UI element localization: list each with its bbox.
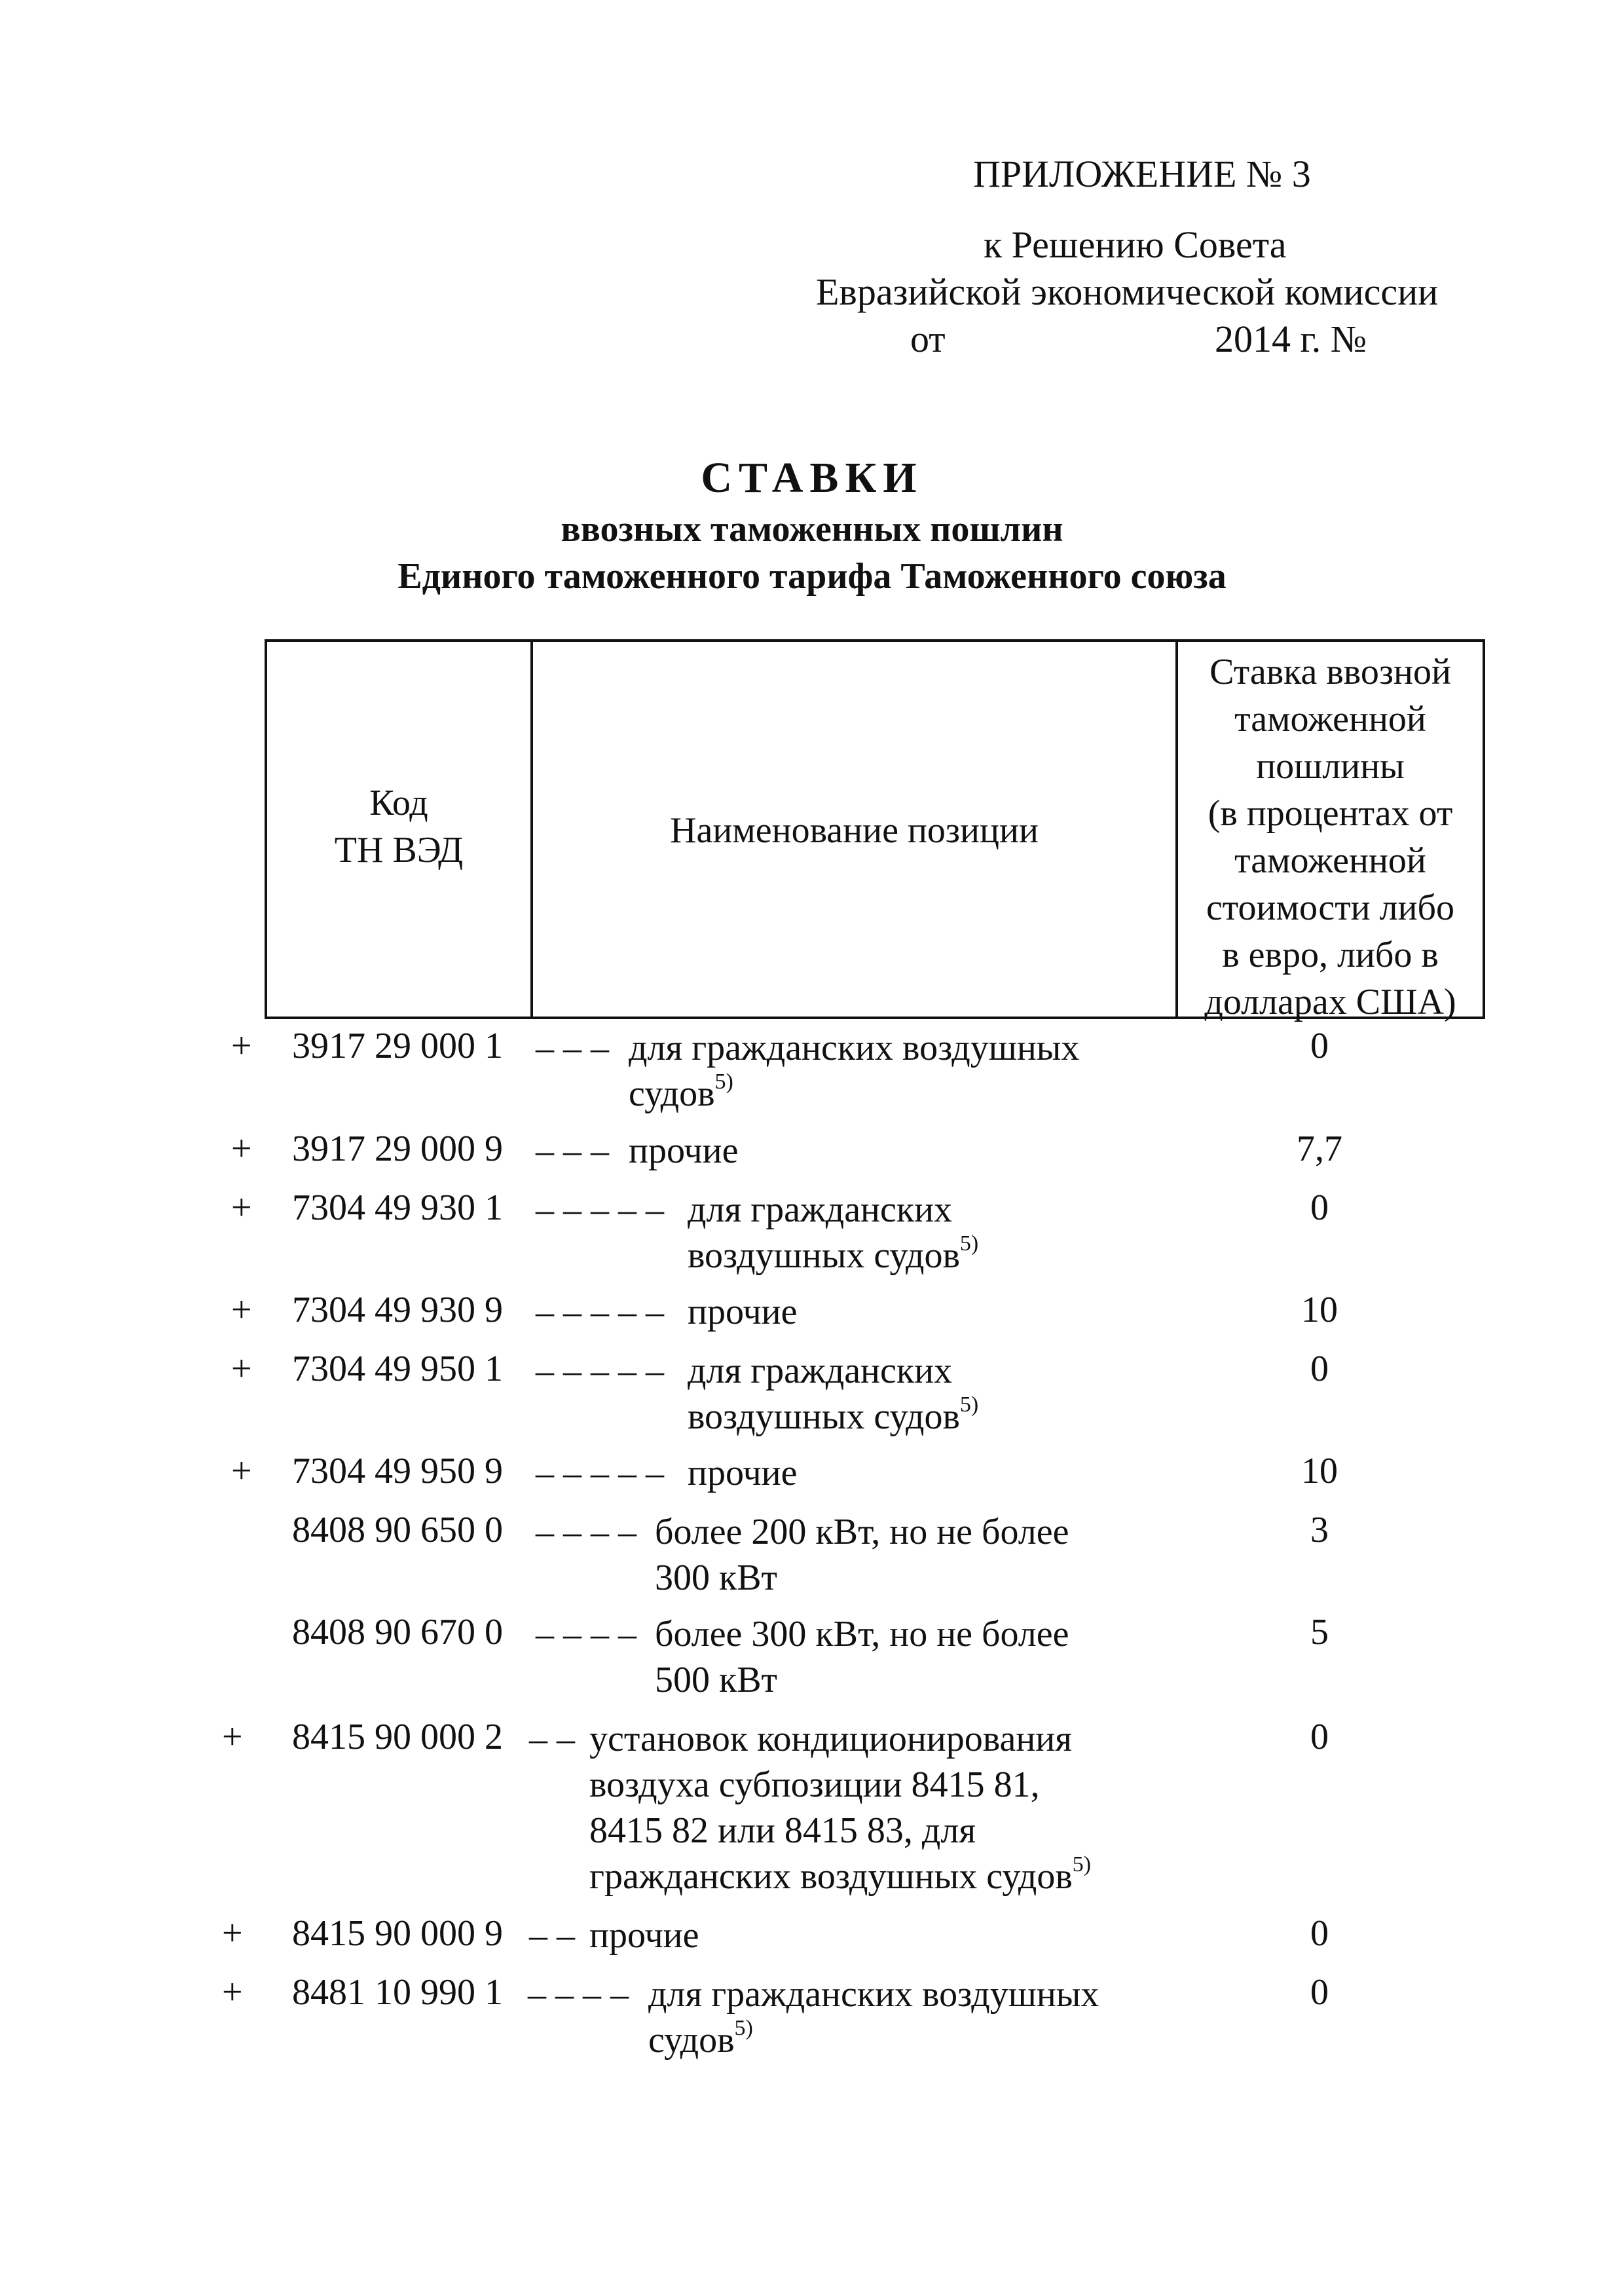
row-name-line	[655, 1657, 1069, 1703]
row-name-line	[688, 1187, 978, 1233]
row-name-line	[629, 1071, 1079, 1117]
row-code: 3917 29 000 1	[292, 1026, 503, 1066]
document-subtitle-2: Единого таможенного тарифа Таможенного союза	[397, 556, 1227, 597]
row-code: 8415 90 000 9	[292, 1913, 503, 1954]
row-name-line	[688, 1289, 798, 1335]
row-name-line	[655, 1555, 1069, 1601]
row-rate: 0	[1310, 1349, 1329, 1389]
column-header-rate-line: пошлины	[1256, 746, 1405, 787]
row-name-line	[688, 1450, 798, 1496]
row-rate: 0	[1310, 1187, 1329, 1228]
footnote-marker: 5)	[959, 1392, 979, 1417]
row-name	[655, 1509, 1069, 1601]
row-code: 7304 49 930 1	[292, 1187, 503, 1228]
row-name-text: для гражданских воздушных	[629, 1028, 1080, 1068]
footnote-marker: 5)	[1072, 1852, 1092, 1877]
row-plus-marker: +	[231, 1451, 252, 1491]
column-header-rate-line: таможенной	[1234, 840, 1426, 881]
row-rate: 0	[1310, 1026, 1329, 1066]
footnote-marker: 5)	[734, 2016, 753, 2041]
commission-name: Евразийской экономической комиссии	[816, 271, 1439, 313]
row-name-text: более 200 кВт, но не более	[655, 1512, 1069, 1552]
row-rate: 3	[1310, 1510, 1329, 1550]
row-dashes: – – – – –	[536, 1351, 664, 1391]
row-name-line	[589, 1762, 1091, 1808]
row-code: 8408 90 650 0	[292, 1510, 503, 1550]
footnote-marker: 5)	[714, 1070, 733, 1094]
column-header-name: Наименование позиции	[670, 810, 1039, 851]
row-rate: 0	[1310, 1717, 1329, 1757]
row-name-line	[648, 1971, 1099, 2017]
row-name-text: для гражданских	[688, 1189, 953, 1230]
row-name-text: судов	[629, 1073, 715, 1114]
row-code: 8408 90 670 0	[292, 1612, 503, 1652]
row-name-line	[629, 1128, 739, 1174]
row-name-text: для гражданских	[688, 1351, 953, 1391]
row-plus-marker: +	[231, 1290, 252, 1330]
row-dashes: – – – – –	[536, 1189, 664, 1230]
row-name	[648, 1971, 1099, 2063]
row-name-text: прочие	[688, 1453, 798, 1493]
row-name-line	[589, 1808, 1091, 1854]
row-name-text: прочие	[629, 1130, 739, 1171]
row-name-text: 300 кВт	[655, 1558, 778, 1598]
row-name-text: воздуха субпозиции 8415 81,	[589, 1764, 1040, 1805]
row-dashes: – –	[529, 1915, 575, 1956]
column-header-rate-line: таможенной	[1234, 699, 1426, 739]
row-rate: 10	[1301, 1451, 1338, 1491]
row-dashes: – –	[529, 1719, 575, 1759]
row-name-text: прочие	[589, 1915, 699, 1956]
row-name-line	[589, 1912, 699, 1958]
row-name-text: для гражданских воздушных	[648, 1974, 1099, 2015]
row-name	[655, 1611, 1069, 1703]
row-name-line	[648, 2017, 1099, 2063]
row-name-text: 500 кВт	[655, 1660, 778, 1700]
row-code: 7304 49 950 9	[292, 1451, 503, 1491]
row-dashes: – – – –	[536, 1614, 637, 1654]
row-code: 8481 10 990 1	[292, 1972, 503, 2013]
footnote-marker: 5)	[959, 1231, 979, 1256]
date-year-label: 2014 г. №	[1215, 318, 1367, 360]
row-name-line	[688, 1233, 978, 1278]
column-header-code-line1: Код	[369, 783, 428, 823]
row-name-text: воздушных судов	[688, 1235, 960, 1276]
decision-reference: к Решению Совета	[984, 223, 1287, 266]
row-plus-marker: +	[222, 1972, 243, 2013]
row-plus-marker: +	[231, 1129, 252, 1169]
table-right-border	[1483, 639, 1485, 1019]
row-name-text: прочие	[688, 1292, 798, 1332]
column-header-rate-line: долларах США)	[1204, 982, 1456, 1022]
row-dashes: – – – – –	[536, 1292, 664, 1332]
row-name	[629, 1128, 739, 1174]
row-rate: 0	[1310, 1913, 1329, 1954]
column-header-rate	[1178, 648, 1483, 1026]
row-name-line	[589, 1854, 1091, 1899]
row-code: 8415 90 000 2	[292, 1717, 503, 1757]
column-header-rate-line: стоимости либо	[1206, 887, 1455, 928]
row-name-text: воздушных судов	[688, 1396, 960, 1437]
row-name-line	[629, 1025, 1079, 1071]
row-name-line	[655, 1611, 1069, 1657]
row-name	[629, 1025, 1079, 1117]
date-from-label: от	[910, 318, 946, 360]
column-header-code	[267, 779, 530, 874]
row-plus-marker: +	[231, 1349, 252, 1389]
row-code: 7304 49 950 1	[292, 1349, 503, 1389]
row-name-text: установок кондиционирования	[589, 1719, 1073, 1759]
row-name	[589, 1912, 699, 1958]
row-rate: 5	[1310, 1612, 1329, 1652]
column-header-rate-line: (в процентах от	[1208, 793, 1453, 834]
row-rate: 7,7	[1297, 1129, 1342, 1169]
row-dashes: – – –	[536, 1028, 609, 1068]
row-rate: 0	[1310, 1972, 1329, 2013]
row-name	[589, 1716, 1091, 1899]
column-header-rate-line: Ставка ввозной	[1209, 652, 1451, 692]
column-header-rate-line: в евро, либо в	[1222, 935, 1439, 975]
document-title: СТАВКИ	[701, 454, 923, 502]
row-code: 7304 49 930 9	[292, 1290, 503, 1330]
row-name-text: 8415 82 или 8415 83, для	[589, 1810, 976, 1851]
row-code: 3917 29 000 9	[292, 1129, 503, 1169]
row-name-line	[655, 1509, 1069, 1555]
row-name-line	[688, 1394, 978, 1440]
row-plus-marker: +	[231, 1026, 252, 1066]
row-dashes: – – – – –	[536, 1453, 664, 1493]
column-header-code-line2: ТН ВЭД	[334, 830, 464, 870]
row-name-text: гражданских воздушных судов	[589, 1856, 1073, 1897]
table-top-border	[265, 639, 1485, 642]
row-name-text: более 300 кВт, но не более	[655, 1614, 1069, 1654]
row-dashes: – – – –	[528, 1974, 629, 2015]
row-name	[688, 1450, 798, 1496]
appendix-number: ПРИЛОЖЕНИЕ № 3	[973, 153, 1311, 195]
row-plus-marker: +	[222, 1913, 243, 1954]
row-name	[688, 1289, 798, 1335]
row-dashes: – – –	[536, 1130, 609, 1171]
row-name-text: судов	[648, 2020, 735, 2061]
row-name-line	[589, 1716, 1091, 1762]
row-plus-marker: +	[222, 1717, 243, 1757]
row-name-line	[688, 1348, 978, 1394]
document-subtitle-1: ввозных таможенных пошлин	[561, 509, 1063, 550]
row-dashes: – – – –	[536, 1512, 637, 1552]
row-name	[688, 1187, 978, 1278]
row-name	[688, 1348, 978, 1440]
row-rate: 10	[1301, 1290, 1338, 1330]
row-plus-marker: +	[231, 1187, 252, 1228]
